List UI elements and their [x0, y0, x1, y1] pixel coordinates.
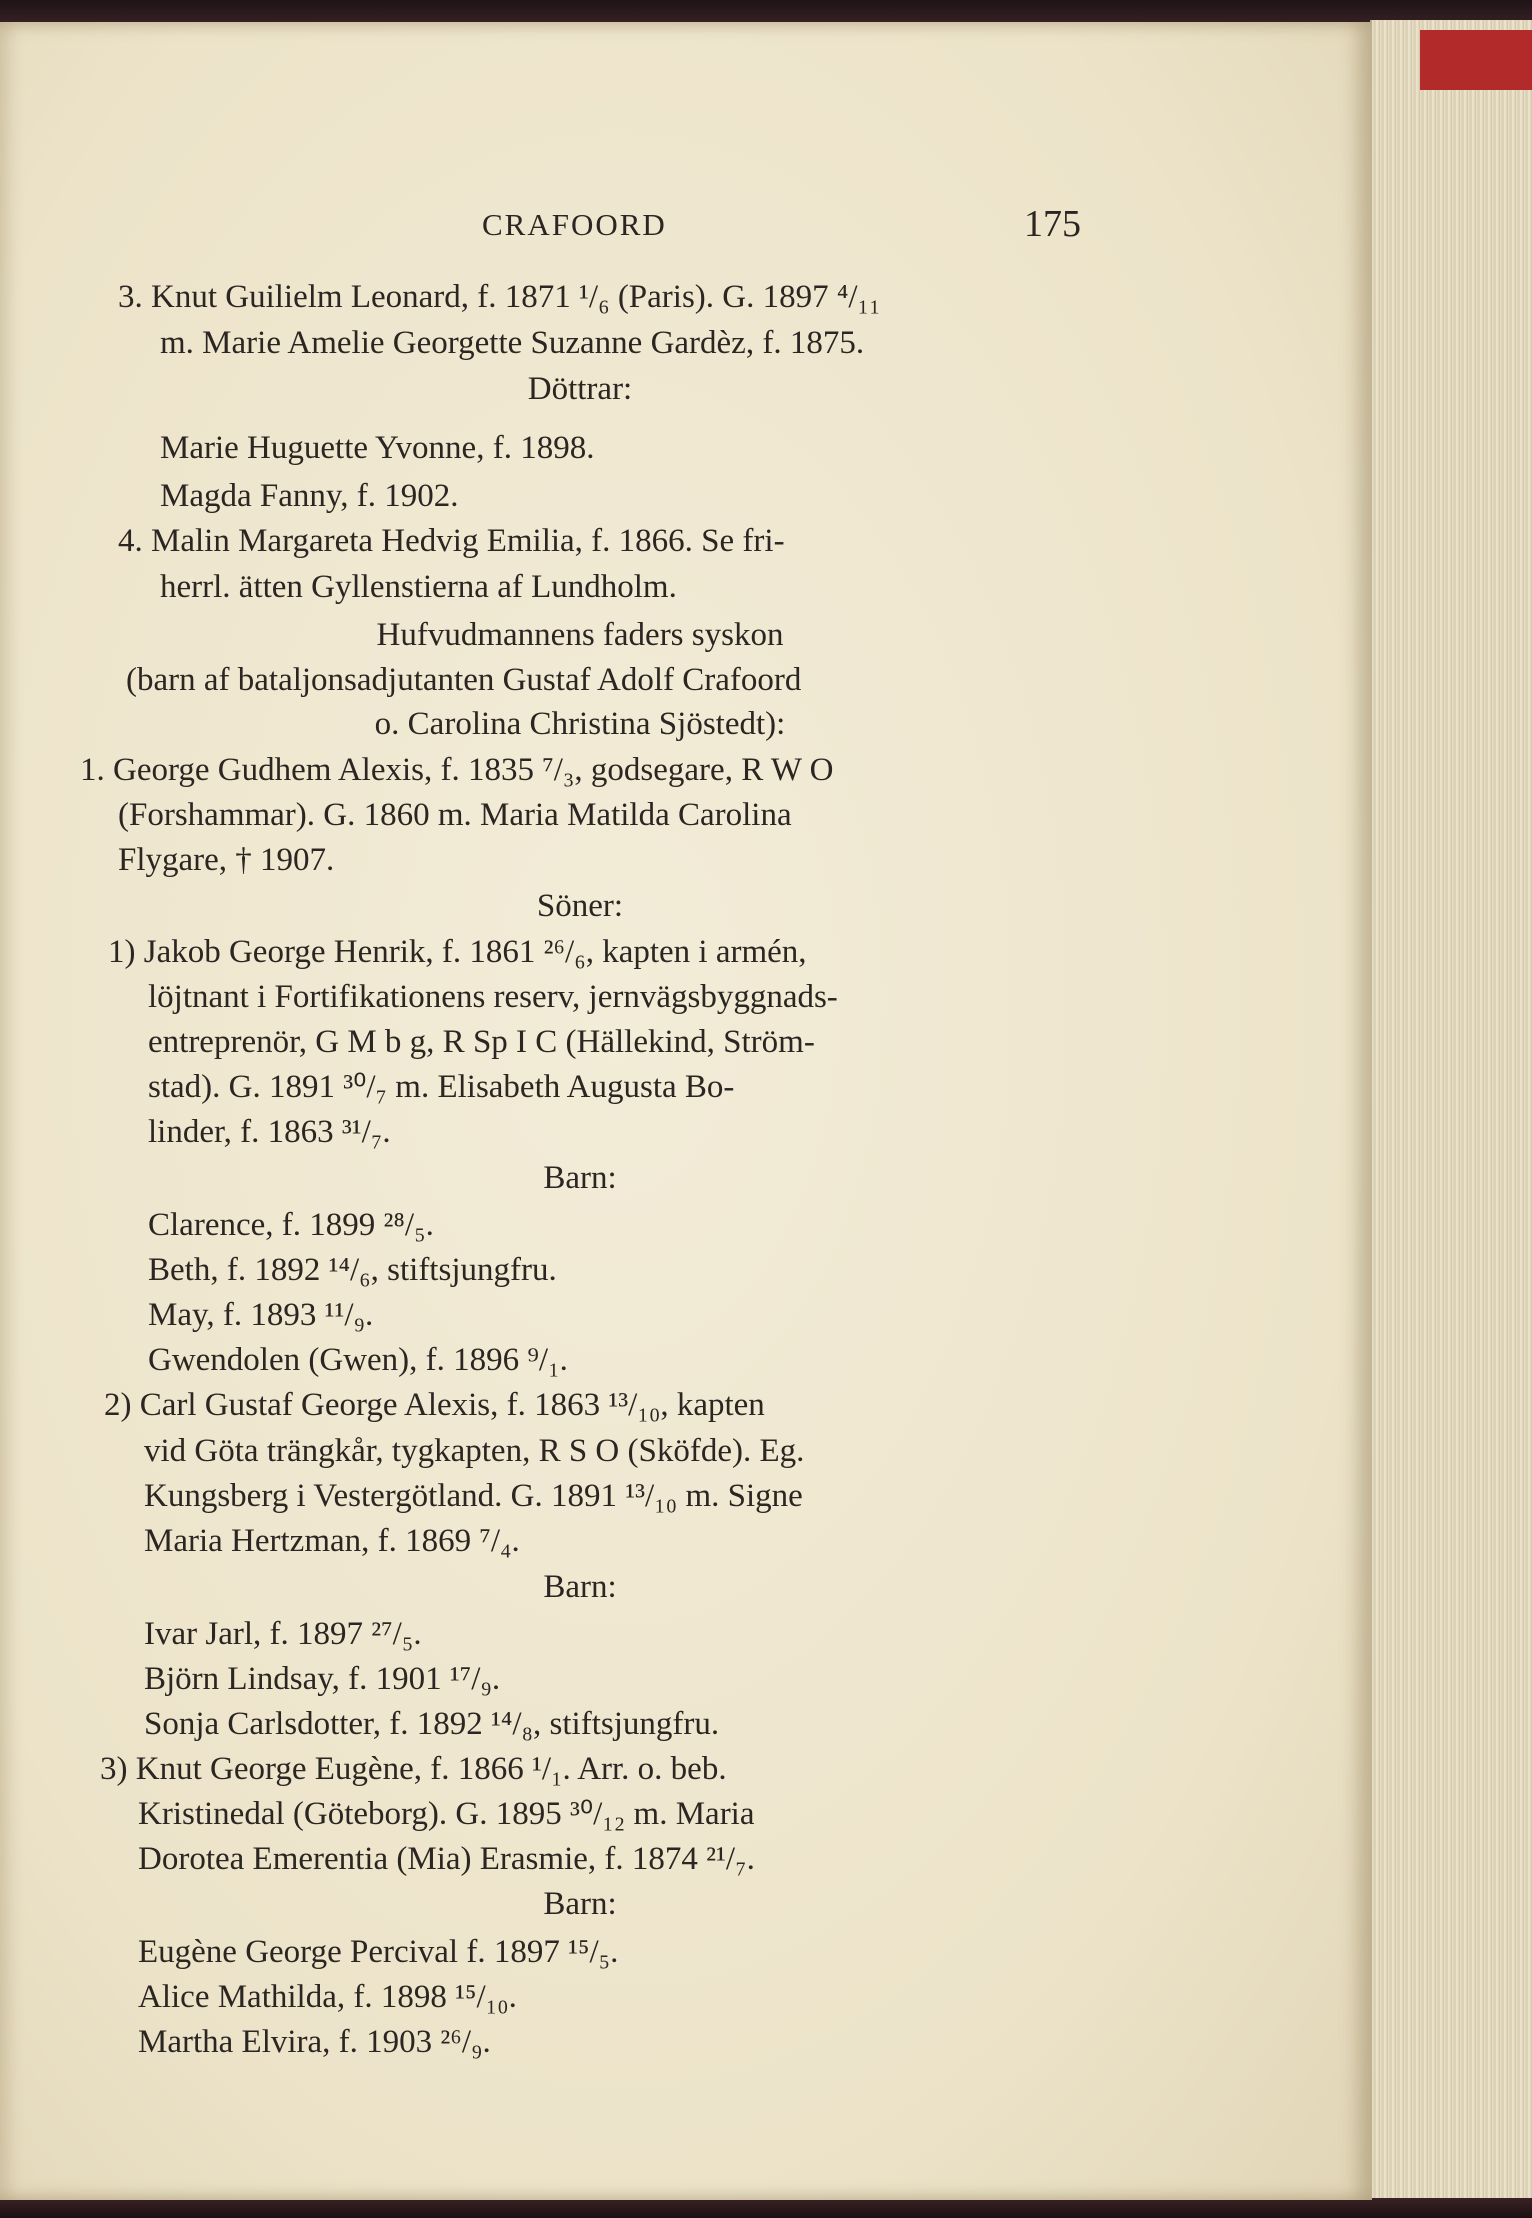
section-heading: Barn:	[543, 1569, 617, 1605]
book-cover-corner	[1420, 30, 1532, 90]
page-edges	[1370, 20, 1532, 2200]
text-line: Björn Lindsay, f. 1901 ¹⁷/₉.	[144, 1661, 501, 1697]
text-line: o. Carolina Christina Sjöstedt):	[374, 706, 786, 742]
text-line: herrl. ätten Gyllenstierna af Lundholm.	[160, 569, 677, 605]
text-line: Gwendolen (Gwen), f. 1896 ⁹/₁.	[148, 1342, 568, 1378]
text-line: Magda Fanny, f. 1902.	[160, 478, 459, 514]
text-line: Maria Hertzman, f. 1869 ⁷/₄.	[144, 1523, 520, 1559]
text-line: stad). G. 1891 ³⁰/₇ m. Elisabeth Augusta Bo-	[148, 1069, 735, 1105]
section-heading: Söner:	[536, 888, 624, 924]
text-line: Ivar Jarl, f. 1897 ²⁷/₅.	[144, 1616, 422, 1652]
text-line: Alice Mathilda, f. 1898 ¹⁵/₁₀.	[138, 1979, 517, 2015]
text-line: 1. George Gudhem Alexis, f. 1835 ⁷/₃, godsegare, R W O	[80, 752, 834, 788]
text-line: 3. Knut Guilielm Leonard, f. 1871 ¹/₆ (Paris). G. 1897 ⁴/₁₁	[118, 279, 881, 315]
text-line: Marie Huguette Yvonne, f. 1898.	[160, 430, 595, 466]
book-page	[0, 22, 1372, 2200]
text-line: Sonja Carlsdotter, f. 1892 ¹⁴/₈, stiftsjungfru.	[144, 1706, 720, 1742]
bottom-background	[0, 2198, 1532, 2218]
section-heading: Döttrar:	[527, 371, 633, 407]
text-line: Martha Elvira, f. 1903 ²⁶/₉.	[138, 2024, 491, 2060]
text-line: Dorotea Emerentia (Mia) Erasmie, f. 1874 ²¹/₇.	[138, 1841, 755, 1877]
section-heading: Barn:	[543, 1886, 617, 1922]
text-line: vid Göta trängkår, tygkapten, R S O (Sköfde). Eg.	[144, 1433, 805, 1469]
text-line: May, f. 1893 ¹¹/₉.	[148, 1297, 374, 1333]
section-heading: Hufvudmannens faders syskon	[376, 617, 784, 653]
text-line: Clarence, f. 1899 ²⁸/₅.	[148, 1207, 434, 1243]
text-line: (barn af bataljonsadjutanten Gustaf Adolf Crafoord	[126, 662, 802, 698]
text-line: 4. Malin Margareta Hedvig Emilia, f. 1866. Se fri-	[118, 523, 785, 559]
text-line: 2) Carl Gustaf George Alexis, f. 1863 ¹³/₁₀, kapten	[104, 1387, 765, 1423]
text-line: entreprenör, G M b g, R Sp I C (Hällekind, Ström-	[148, 1024, 815, 1060]
page-number: 175	[1024, 203, 1081, 245]
text-line: Eugène George Percival f. 1897 ¹⁵/₅.	[138, 1934, 619, 1970]
section-heading: Barn:	[543, 1160, 617, 1196]
running-head: CRAFOORD	[482, 207, 667, 242]
text-line: Beth, f. 1892 ¹⁴/₆, stiftsjungfru.	[148, 1252, 557, 1288]
text-line: m. Marie Amelie Georgette Suzanne Gardèz, f. 1875.	[160, 325, 865, 361]
text-line: linder, f. 1863 ³¹/₇.	[148, 1114, 391, 1150]
text-line: Kristinedal (Göteborg). G. 1895 ³⁰/₁₂ m. Maria	[138, 1796, 755, 1832]
text-line: Flygare, † 1907.	[118, 842, 335, 878]
text-line: 3) Knut George Eugène, f. 1866 ¹/₁. Arr. o. beb.	[100, 1751, 727, 1787]
text-line: 1) Jakob George Henrik, f. 1861 ²⁶/₆, kapten i armén,	[108, 934, 807, 970]
text-line: Kungsberg i Vestergötland. G. 1891 ¹³/₁₀ m. Signe	[144, 1478, 803, 1514]
text-line: löjtnant i Fortifikationens reserv, jernvägsbyggnads-	[148, 979, 838, 1015]
text-line: (Forshammar). G. 1860 m. Maria Matilda Carolina	[118, 797, 792, 833]
